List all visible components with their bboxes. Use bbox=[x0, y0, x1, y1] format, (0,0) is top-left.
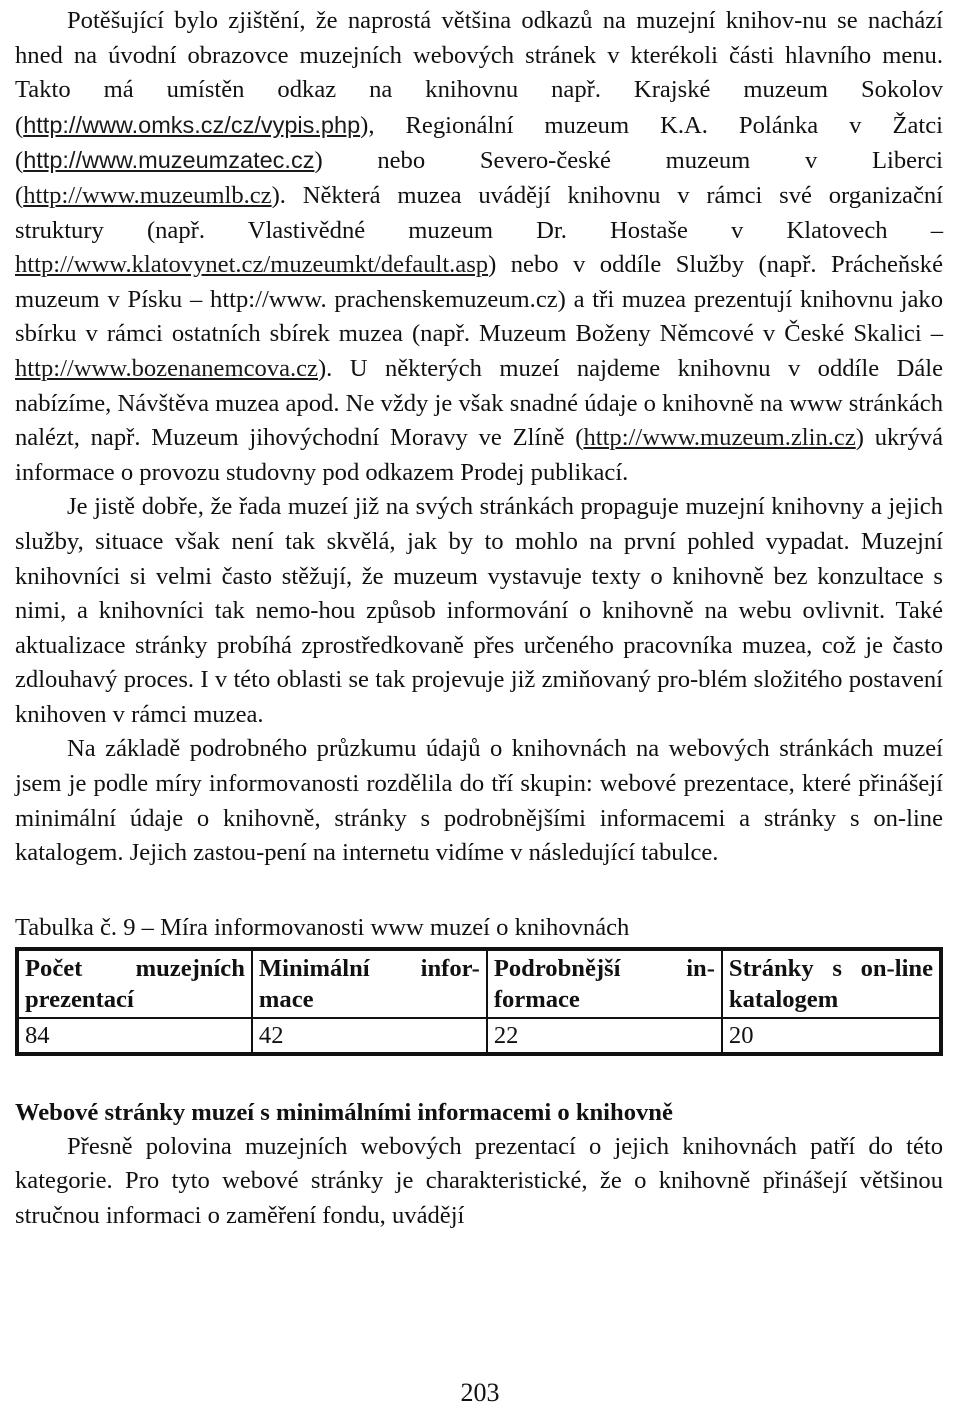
value-cell-minimal: 42 bbox=[252, 1018, 487, 1054]
header-cell-detailed: Podrobnější in-formace bbox=[487, 949, 722, 1018]
link-bozenanemcova[interactable]: http://www.bozenanemcova.cz bbox=[15, 354, 318, 382]
info-level-table bbox=[15, 947, 943, 1056]
value-cell-presentations: 84 bbox=[17, 1018, 252, 1054]
document-page bbox=[15, 4, 943, 1234]
paragraph-text: ) nebo v oddíle Služby (např. Prácheňské muzeum v Písku – http://www. prachenskemuzeum.cz) a tři muzea prezentují knihovnu jako sbírku v rámci ostatních sbírek muzea (např. Muzeum Boženy Němcové v České Skalici – bbox=[15, 251, 943, 348]
table-caption: Tabulka č. 9 – Míra informovanosti www muzeí o knihovnách bbox=[15, 913, 630, 941]
paragraph-text: Potěšující bylo zjištění, že naprostá většina odkazů na muzejní knihov-nu se nachází hned na úvodní obrazovce muzejních webových stránek v kterékoli části hlavního menu. Takto má umístěn odkaz na knihovnu např. Krajské muzeum Sokolov ( bbox=[15, 7, 943, 139]
header-cell-minimal: Minimální infor-mace bbox=[252, 949, 487, 1018]
link-muzeum-zlin[interactable]: http://www.muzeum.zlin.cz bbox=[583, 424, 856, 452]
value-cell-detailed: 22 bbox=[487, 1018, 722, 1054]
link-muzeumlb[interactable]: http://www.muzeumlb.cz bbox=[23, 181, 272, 209]
paragraph-museum-library-links bbox=[15, 4, 943, 490]
paragraph-text: ) nebo Severo-české muzeum v Liberci ( bbox=[15, 147, 943, 209]
paragraph-text: ) ukrývá informace o provozu studovny pod odkazem Prodej publikací. bbox=[15, 424, 943, 486]
section-heading: Webové stránky muzeí s minimálními informacemi o knihovně bbox=[15, 1098, 673, 1126]
link-omks[interactable]: http://www.omks.cz/cz/vypis.php bbox=[23, 111, 361, 138]
header-cell-presentations: Počet muzejních prezentací bbox=[17, 949, 252, 1018]
link-muzeumzatec[interactable]: http://www.muzeumzatec.cz bbox=[23, 147, 315, 174]
paragraph-text: ). Některá muzea uvádějí knihovnu v rámci své organizační struktury (např. Vlastivědné muzeum Dr. Hostaše v Klatovech – bbox=[15, 181, 943, 244]
value-cell-online-catalog: 20 bbox=[722, 1018, 941, 1054]
paragraph-text: ), Regionální muzeum K.A. Polánka v Žatci ( bbox=[15, 111, 943, 175]
paragraph-text: ). U některých muzeí najdeme knihovnu v oddíle Dále nabízíme, Návštěva muzea apod. Ne vždy je však snadné údaje o knihovně na www stránkách nalézt, např. Muzeum jihovýchodní Moravy ve Zlíně ( bbox=[15, 354, 943, 452]
header-cell-online-catalog: Stránky s on-line katalogem bbox=[722, 949, 941, 1018]
link-klatovynet[interactable]: http://www.klatovynet.cz/muzeumkt/default.asp bbox=[15, 251, 489, 279]
paragraph-minimal-info: Přesně polovina muzejních webových prezentací o jejich knihovnách patří do této kategorie. Pro tyto webové stránky je charakteristické, že o knihovně přinášejí většinou stručnou informaci o zaměření fondu, uvádějí bbox=[15, 1132, 943, 1230]
table-header-row bbox=[17, 949, 941, 1018]
paragraph-library-promotion: Je jistě dobře, že řada muzeí již na svých stránkách propaguje muzejní knihovny a jejich služby, situace však není tak skvělá, jak by to mohlo na první pohled vypadat. Muzejní knihovníci si velmi často stěžují, že muzeum vystavuje texty o knihovně bez konzultace s nimi, a knihovníci tak nemo-hou způsob informování o knihovně na webu ovlivnit. Také aktualizace stránky probíhá zprostředkovaně přes určeného pracovníka muzea, což je často zdlouhavý proces. I v této oblasti se tak projevuje již zmiňovaný pro-blém složitého postavení knihoven v rámci muzea. bbox=[15, 493, 943, 728]
table-row bbox=[17, 1018, 941, 1054]
page-number: 203 bbox=[460, 1378, 500, 1407]
paragraph-survey-groups: Na základě podrobného průzkumu údajů o knihovnách na webových stránkách muzeí jsem je podle míry informovanosti rozdělila do tří skupin: webové prezentace, které přinášejí minimální údaje o knihovně, stránky s podrobnějšími informacemi a stránky s on-line katalogem. Jejich zastou-pení na internetu vidíme v následující tabulce. bbox=[15, 735, 943, 867]
